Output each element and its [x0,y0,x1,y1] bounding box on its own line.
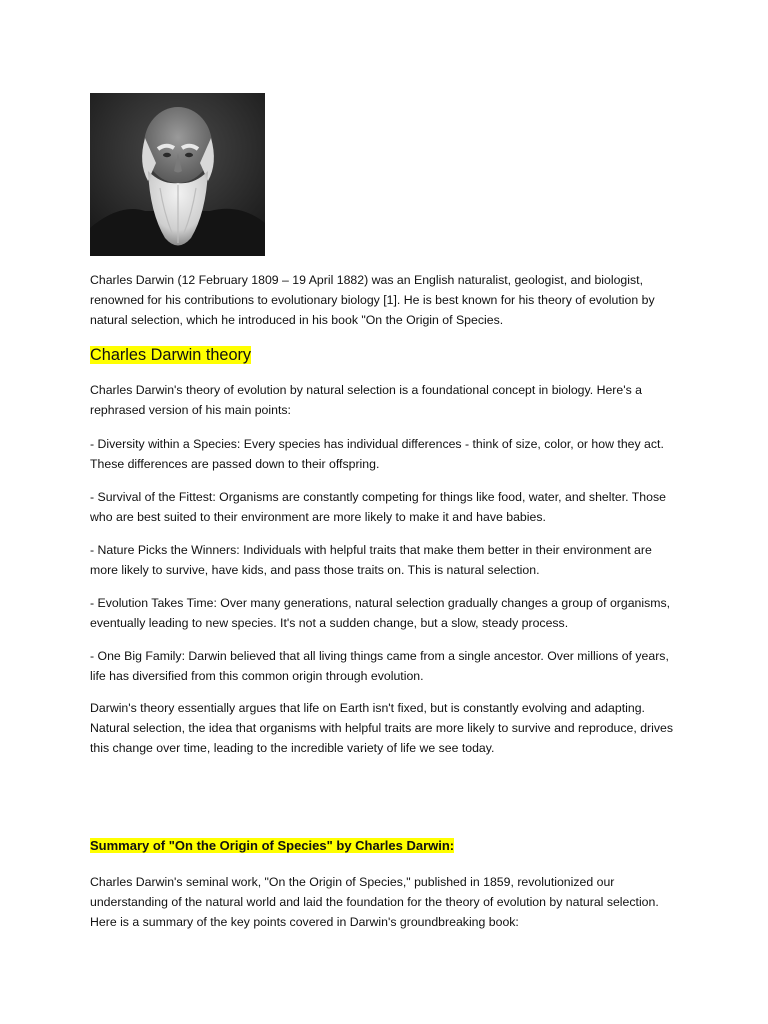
theory-point-survival: - Survival of the Fittest: Organisms are constantly competing for things like food, water, and shelter. Those who are best suited to their environment are more likely to make it and have babies. [90,490,666,524]
theory-point-diversity: - Diversity within a Species: Every species has individual differences - think of size, color, or how they act. These differences are passed down to their offspring. [90,437,664,471]
summary-heading [90,836,454,856]
theory-heading-text: Charles Darwin theory [90,346,252,364]
theory-point-time: - Evolution Takes Time: Over many generations, natural selection gradually changes a group of organisms, eventually leading to new species. It's not a sudden change, but a slow, steady process. [90,596,671,630]
theory-conclusion-paragraph: Darwin's theory essentially argues that life on Earth isn't fixed, but is constantly evolving and adapting. Natural selection, the idea that organisms with helpful traits are more likely to survive and reproduce, drives this change over time, leading to the incredible variety of life we see today. [90,701,674,755]
theory-heading [90,343,251,367]
summary-heading-text: Summary of "On the Origin of Species" by Charles Darwin: [90,838,455,853]
intro-paragraph: Charles Darwin (12 February 1809 – 19 April 1882) was an English naturalist, geologist, and biologist, renowned for his contributions to evolutionary biology [1]. He is best known for his theory of evolution by natural selection, which he introduced in his book "On the Origin of Species. [90,273,655,327]
theory-point-nature: - Nature Picks the Winners: Individuals with helpful traits that make them better in their environment are more likely to survive, have kids, and pass those traits on. This is natural selection. [90,543,652,577]
darwin-portrait-image [90,93,265,256]
theory-lead-paragraph: Charles Darwin's theory of evolution by natural selection is a foundational concept in biology. Here's a rephrased version of his main points: [90,383,642,417]
summary-paragraph: Charles Darwin's seminal work, "On the Origin of Species," published in 1859, revolutionized our understanding of the natural world and laid the foundation for the theory of evolution by natural selection. Here is a summary of the key points covered in Darwin's groundbreaking book: [90,875,659,929]
theory-point-family: - One Big Family: Darwin believed that all living things came from a single ancestor. Over millions of years, life has diversified from this common origin through evolution. [90,649,669,683]
